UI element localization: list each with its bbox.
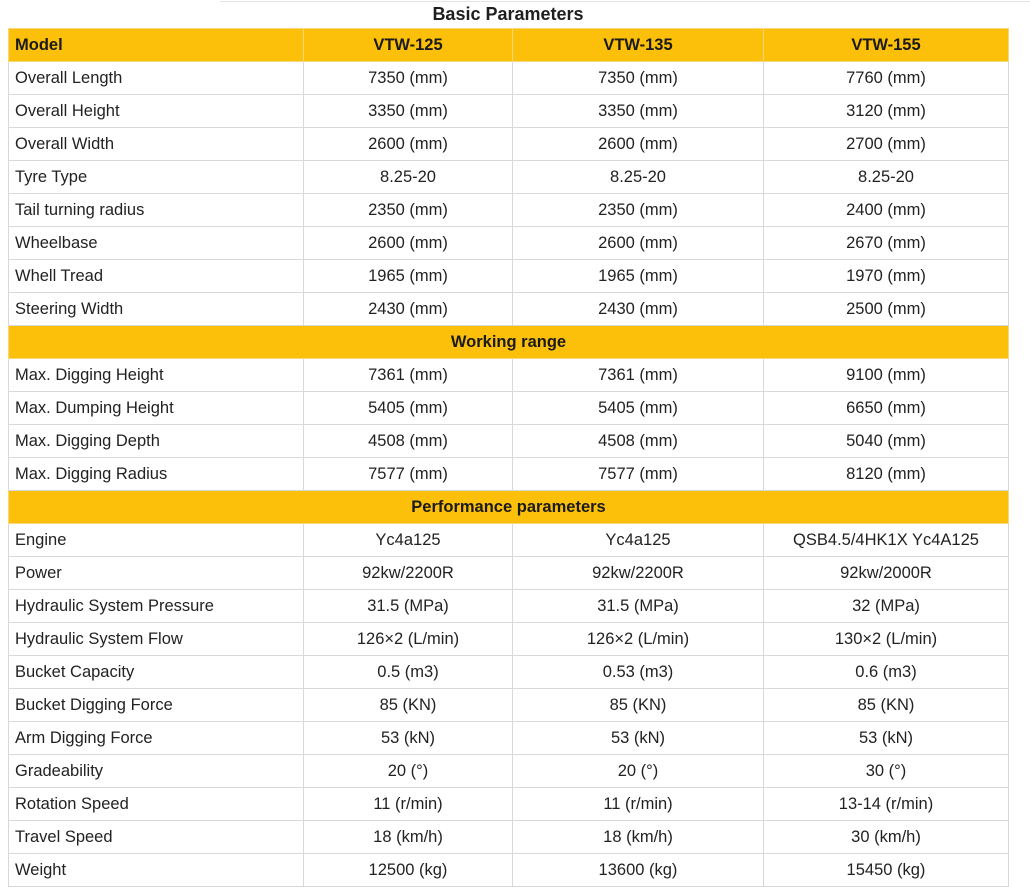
row-value-3: 3120 (mm) xyxy=(764,95,1009,128)
row-value-2: 3350 (mm) xyxy=(513,95,764,128)
row-value-3: 5040 (mm) xyxy=(764,425,1009,458)
row-label: Tyre Type xyxy=(9,161,304,194)
row-value-3: 92kw/2000R xyxy=(764,557,1009,590)
row-value-3: 30 (km/h) xyxy=(764,821,1009,854)
table-row xyxy=(9,227,1009,260)
row-label: Wheelbase xyxy=(9,227,304,260)
row-value-2: 85 (KN) xyxy=(513,689,764,722)
row-value-2: 2600 (mm) xyxy=(513,227,764,260)
header-model-label: Model xyxy=(9,29,304,62)
spec-table xyxy=(8,28,1009,887)
row-value-3: 6650 (mm) xyxy=(764,392,1009,425)
row-value-3: 85 (KN) xyxy=(764,689,1009,722)
row-label: Power xyxy=(9,557,304,590)
row-value-3: QSB4.5/4HK1X Yc4A125 xyxy=(764,524,1009,557)
row-value-2: 2600 (mm) xyxy=(513,128,764,161)
row-value-2: 4508 (mm) xyxy=(513,425,764,458)
row-value-3: 8.25-20 xyxy=(764,161,1009,194)
row-label: Overall Height xyxy=(9,95,304,128)
table-row xyxy=(9,359,1009,392)
row-value-2: 31.5 (MPa) xyxy=(513,590,764,623)
row-value-3: 2670 (mm) xyxy=(764,227,1009,260)
row-label: Travel Speed xyxy=(9,821,304,854)
table-row xyxy=(9,854,1009,887)
table-row xyxy=(9,623,1009,656)
header-model-vtw-155: VTW-155 xyxy=(764,29,1009,62)
performance-parameters-section-row xyxy=(9,491,1009,524)
table-row xyxy=(9,458,1009,491)
row-label: Arm Digging Force xyxy=(9,722,304,755)
row-value-1: 126×2 (L/min) xyxy=(304,623,513,656)
table-row xyxy=(9,293,1009,326)
row-value-3: 9100 (mm) xyxy=(764,359,1009,392)
table-row xyxy=(9,755,1009,788)
row-value-1: 18 (km/h) xyxy=(304,821,513,854)
table-row xyxy=(9,788,1009,821)
row-label: Overall Width xyxy=(9,128,304,161)
row-value-2: 11 (r/min) xyxy=(513,788,764,821)
row-value-2: 7361 (mm) xyxy=(513,359,764,392)
row-value-1: 3350 (mm) xyxy=(304,95,513,128)
row-label: Overall Length xyxy=(9,62,304,95)
row-value-1: 2600 (mm) xyxy=(304,128,513,161)
row-value-2: 8.25-20 xyxy=(513,161,764,194)
row-value-1: 1965 (mm) xyxy=(304,260,513,293)
row-value-1: 7361 (mm) xyxy=(304,359,513,392)
row-value-2: 53 (kN) xyxy=(513,722,764,755)
row-value-1: 53 (kN) xyxy=(304,722,513,755)
row-value-2: 7350 (mm) xyxy=(513,62,764,95)
row-value-1: 31.5 (MPa) xyxy=(304,590,513,623)
row-label: Whell Tread xyxy=(9,260,304,293)
header-model-vtw-135: VTW-135 xyxy=(513,29,764,62)
row-value-2: 7577 (mm) xyxy=(513,458,764,491)
row-label: Max. Digging Height xyxy=(9,359,304,392)
row-value-2: 0.53 (m3) xyxy=(513,656,764,689)
row-value-2: 1965 (mm) xyxy=(513,260,764,293)
performance-parameters-section-title: Performance parameters xyxy=(9,491,1009,524)
table-row xyxy=(9,689,1009,722)
row-value-1: 5405 (mm) xyxy=(304,392,513,425)
row-label: Bucket Digging Force xyxy=(9,689,304,722)
table-row xyxy=(9,821,1009,854)
row-value-3: 8120 (mm) xyxy=(764,458,1009,491)
row-value-1: 7350 (mm) xyxy=(304,62,513,95)
table-row xyxy=(9,62,1009,95)
table-row xyxy=(9,128,1009,161)
row-value-1: 12500 (kg) xyxy=(304,854,513,887)
row-value-3: 53 (kN) xyxy=(764,722,1009,755)
spec-table-body xyxy=(9,29,1009,887)
row-value-1: 4508 (mm) xyxy=(304,425,513,458)
table-row xyxy=(9,425,1009,458)
row-value-2: 18 (km/h) xyxy=(513,821,764,854)
row-value-3: 1970 (mm) xyxy=(764,260,1009,293)
row-value-3: 30 (°) xyxy=(764,755,1009,788)
table-row xyxy=(9,557,1009,590)
table-row xyxy=(9,590,1009,623)
row-label: Steering Width xyxy=(9,293,304,326)
row-value-2: 92kw/2200R xyxy=(513,557,764,590)
table-row xyxy=(9,194,1009,227)
row-value-2: 2430 (mm) xyxy=(513,293,764,326)
row-value-2: 126×2 (L/min) xyxy=(513,623,764,656)
row-value-1: 2600 (mm) xyxy=(304,227,513,260)
table-row xyxy=(9,161,1009,194)
row-value-3: 2500 (mm) xyxy=(764,293,1009,326)
row-label: Engine xyxy=(9,524,304,557)
row-label: Max. Digging Radius xyxy=(9,458,304,491)
table-header-row xyxy=(9,29,1009,62)
row-value-3: 15450 (kg) xyxy=(764,854,1009,887)
page-title: Basic Parameters xyxy=(432,4,584,24)
row-value-2: 5405 (mm) xyxy=(513,392,764,425)
row-value-2: Yc4a125 xyxy=(513,524,764,557)
row-value-2: 13600 (kg) xyxy=(513,854,764,887)
row-value-1: 8.25-20 xyxy=(304,161,513,194)
row-value-3: 32 (MPa) xyxy=(764,590,1009,623)
table-row xyxy=(9,392,1009,425)
row-label: Tail turning radius xyxy=(9,194,304,227)
table-row xyxy=(9,524,1009,557)
table-row xyxy=(9,722,1009,755)
row-value-2: 20 (°) xyxy=(513,755,764,788)
row-value-1: 2350 (mm) xyxy=(304,194,513,227)
row-value-1: 20 (°) xyxy=(304,755,513,788)
working-range-section-row xyxy=(9,326,1009,359)
row-value-1: 7577 (mm) xyxy=(304,458,513,491)
row-value-3: 0.6 (m3) xyxy=(764,656,1009,689)
row-value-1: 0.5 (m3) xyxy=(304,656,513,689)
row-value-2: 2350 (mm) xyxy=(513,194,764,227)
working-range-section-title: Working range xyxy=(9,326,1009,359)
row-value-3: 2400 (mm) xyxy=(764,194,1009,227)
row-value-1: 92kw/2200R xyxy=(304,557,513,590)
table-row xyxy=(9,95,1009,128)
row-label: Max. Digging Depth xyxy=(9,425,304,458)
row-label: Bucket Capacity xyxy=(9,656,304,689)
row-label: Gradeability xyxy=(9,755,304,788)
row-label: Weight xyxy=(9,854,304,887)
row-value-3: 130×2 (L/min) xyxy=(764,623,1009,656)
row-value-3: 2700 (mm) xyxy=(764,128,1009,161)
table-row xyxy=(9,656,1009,689)
header-model-vtw-125: VTW-125 xyxy=(304,29,513,62)
row-label: Rotation Speed xyxy=(9,788,304,821)
row-value-1: 11 (r/min) xyxy=(304,788,513,821)
row-value-1: Yc4a125 xyxy=(304,524,513,557)
row-value-3: 7760 (mm) xyxy=(764,62,1009,95)
row-value-3: 13-14 (r/min) xyxy=(764,788,1009,821)
row-value-1: 2430 (mm) xyxy=(304,293,513,326)
row-label: Hydraulic System Flow xyxy=(9,623,304,656)
row-label: Hydraulic System Pressure xyxy=(9,590,304,623)
row-value-1: 85 (KN) xyxy=(304,689,513,722)
row-label: Max. Dumping Height xyxy=(9,392,304,425)
table-row xyxy=(9,260,1009,293)
